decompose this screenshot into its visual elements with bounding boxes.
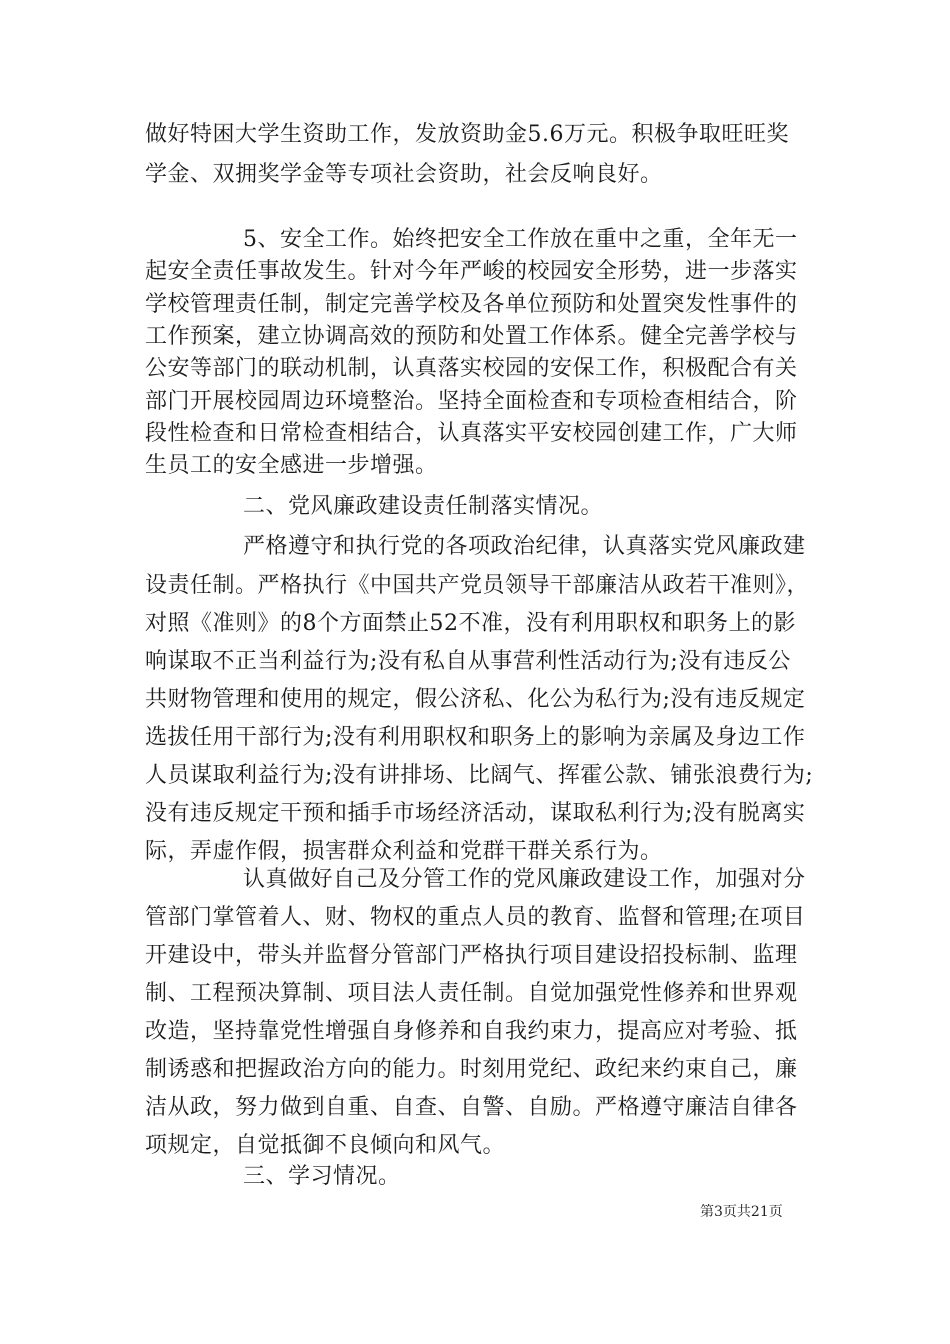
text-line: 管部门掌管着人、财、物权的重点人员的教育、监督和管理;在项目: [145, 905, 806, 930]
text-line: 没有违反规定干预和插手市场经济活动，谋取私利行为;没有脱离实: [145, 801, 806, 826]
text-line: 洁从政，努力做到自重、自查、自警、自励。严格遵守廉洁自律各: [145, 1095, 798, 1120]
text-line: 段性检查和日常检查相结合，认真落实平安校园创建工作，广大师: [145, 421, 798, 446]
text-line: 人员谋取利益行为;没有讲排场、比阔气、挥霍公款、铺张浪费行为;: [145, 763, 814, 788]
text-line: 设责任制。严格执行《中国共产党员领导干部廉洁从政若干准则》，: [145, 573, 810, 598]
text-line: 起安全责任事故发生。针对今年严峻的校园安全形势，进一步落实: [145, 259, 798, 284]
paragraph-start: 认真做好自己及分管工作的党风廉政建设工作，加强对分: [243, 867, 806, 892]
page-number: 第3页共21页: [700, 1204, 783, 1220]
text-line: 共财物管理和使用的规定，假公济私、化公为私行为;没有违反规定: [145, 687, 806, 712]
text-line: 做好特困大学生资助工作，发放资助金5.6万元。积极争取旺旺奖: [145, 122, 789, 147]
section-heading: 5、安全工作。始终把安全工作放在重中之重，全年无一: [243, 227, 798, 252]
text-line: 部门开展校园周边环境整治。坚持全面检查和专项检查相结合，阶: [145, 389, 798, 414]
text-line: 工作预案，建立协调高效的预防和处置工作体系。健全完善学校与: [145, 324, 798, 349]
section-heading: 二、党风廉政建设责任制落实情况。: [243, 494, 604, 519]
text-line: 对照《准则》的8个方面禁止52不准，没有利用职权和职务上的影: [145, 611, 796, 636]
text-line: 响谋取不正当利益行为;没有私自从事营利性活动行为;没有违反公: [145, 649, 791, 674]
text-line: 制、工程预决算制、项目法人责任制。自觉加强党性修养和世界观: [145, 981, 798, 1006]
paragraph-start: 严格遵守和执行党的各项政治纪律，认真落实党风廉政建: [243, 534, 806, 559]
section-heading: 三、学习情况。: [243, 1164, 401, 1189]
text-line: 改造，坚持靠党性增强自身修养和自我约束力，提高应对考验、抵: [145, 1019, 798, 1044]
text-line: 制诱惑和把握政治方向的能力。时刻用党纪、政纪来约束自己，廉: [145, 1057, 798, 1082]
text-line: 际，弄虚作假，损害群众利益和党群干群关系行为。: [145, 839, 663, 864]
text-line: 选拔任用干部行为;没有利用职权和职务上的影响为亲属及身边工作: [145, 725, 806, 750]
text-line: 开建设中，带头并监督分管部门严格执行项目建设招投标制、监理: [145, 943, 798, 968]
text-line: 生员工的安全感进一步增强。: [145, 453, 438, 478]
text-line: 学金、双拥奖学金等专项社会资助，社会反响良好。: [145, 162, 663, 187]
text-line: 公安等部门的联动机制，认真落实校园的安保工作，积极配合有关: [145, 356, 798, 381]
text-line: 学校管理责任制，制定完善学校及各单位预防和处置突发性事件的: [145, 292, 798, 317]
text-line: 项规定，自觉抵御不良倾向和风气。: [145, 1133, 506, 1158]
